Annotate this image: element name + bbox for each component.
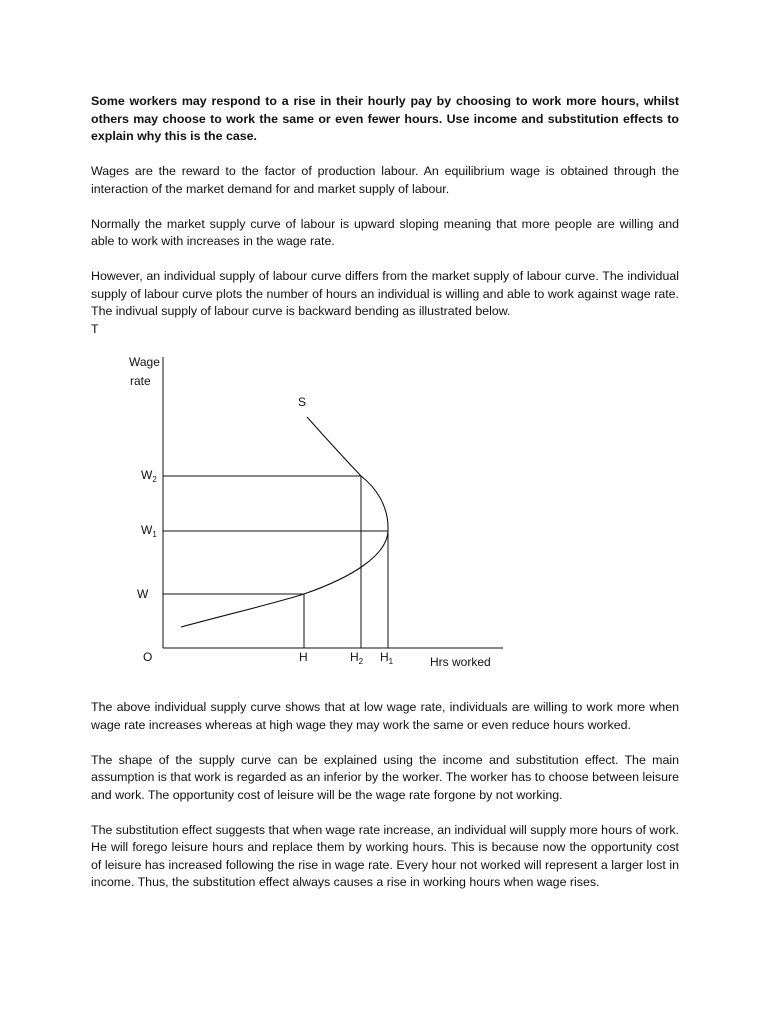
- paragraph-income-substitution: The shape of the supply curve can be explained using the income and substitution effect. The main assumption is that work is regarded as an inferior by the worker. The worker has to choose between leisure and work. The opportunity cost of leisure will be the wage rate forgone by not working.: [91, 752, 679, 802]
- hour-label-h1: $H_1$: [380, 650, 394, 666]
- question-text: Some workers may respond to a rise in their hourly pay by choosing to work more hours, whilst others may choose to work the same or even fewer hours. Use income and substitution effects to explain why this is the case.: [91, 94, 679, 143]
- wage-label-w2: $W_2$: [141, 468, 157, 484]
- paragraph-wages: Wages are the reward to the factor of production labour. An equilibrium wage is obtained through the interaction of the market demand for and market supply of labour.: [91, 164, 679, 196]
- origin-label: O: [143, 650, 153, 664]
- paragraph-curve-explanation: The above individual supply curve shows that at low wage rate, individuals are willing to work more when wage rate increases whereas at high wage they may work the same or even reduce hours worked.: [91, 700, 679, 732]
- labour-supply-diagram: [91, 345, 511, 675]
- paragraph-substitution-effect: The substitution effect suggests that when wage rate increase, an individual will supply more hours of work. He will forego leisure hours and replace them by working hours. This is because now the opportunity cost of leisure has increased following the rise in wage rate. Every hour not worked will represent a larger lost in income. Thus, the substitution effect always causes a rise in working hours when wage rises.: [91, 822, 679, 889]
- x-axis-label: Hrs worked: [430, 655, 491, 669]
- document-body-continued: [91, 699, 679, 909]
- supply-curve: [181, 417, 388, 627]
- y-axis-label-line2: rate: [130, 374, 151, 388]
- document-body: [91, 93, 679, 338]
- paragraph-individual-supply: However, an individual supply of labour curve differs from the market supply of labour curve. The individual supply of labour curve plots the number of hours an individual is willing and able to work against wage rate. The indivual supply of labour curve is backward bending as illustrated below.: [91, 269, 679, 318]
- curve-label: S: [298, 395, 307, 409]
- paragraph-market-supply: Normally the market supply curve of labour is upward sloping meaning that more people are willing and able to work with increases in the wage rate.: [91, 216, 679, 248]
- stray-letter: T: [91, 321, 99, 336]
- wage-label-w: W: [137, 587, 149, 601]
- wage-label-w1: $W_1$: [141, 523, 157, 539]
- hour-label-h2: $H_2$: [350, 650, 364, 666]
- y-axis-label-line1: Wage: [129, 355, 160, 369]
- hour-label-h: H: [299, 650, 308, 664]
